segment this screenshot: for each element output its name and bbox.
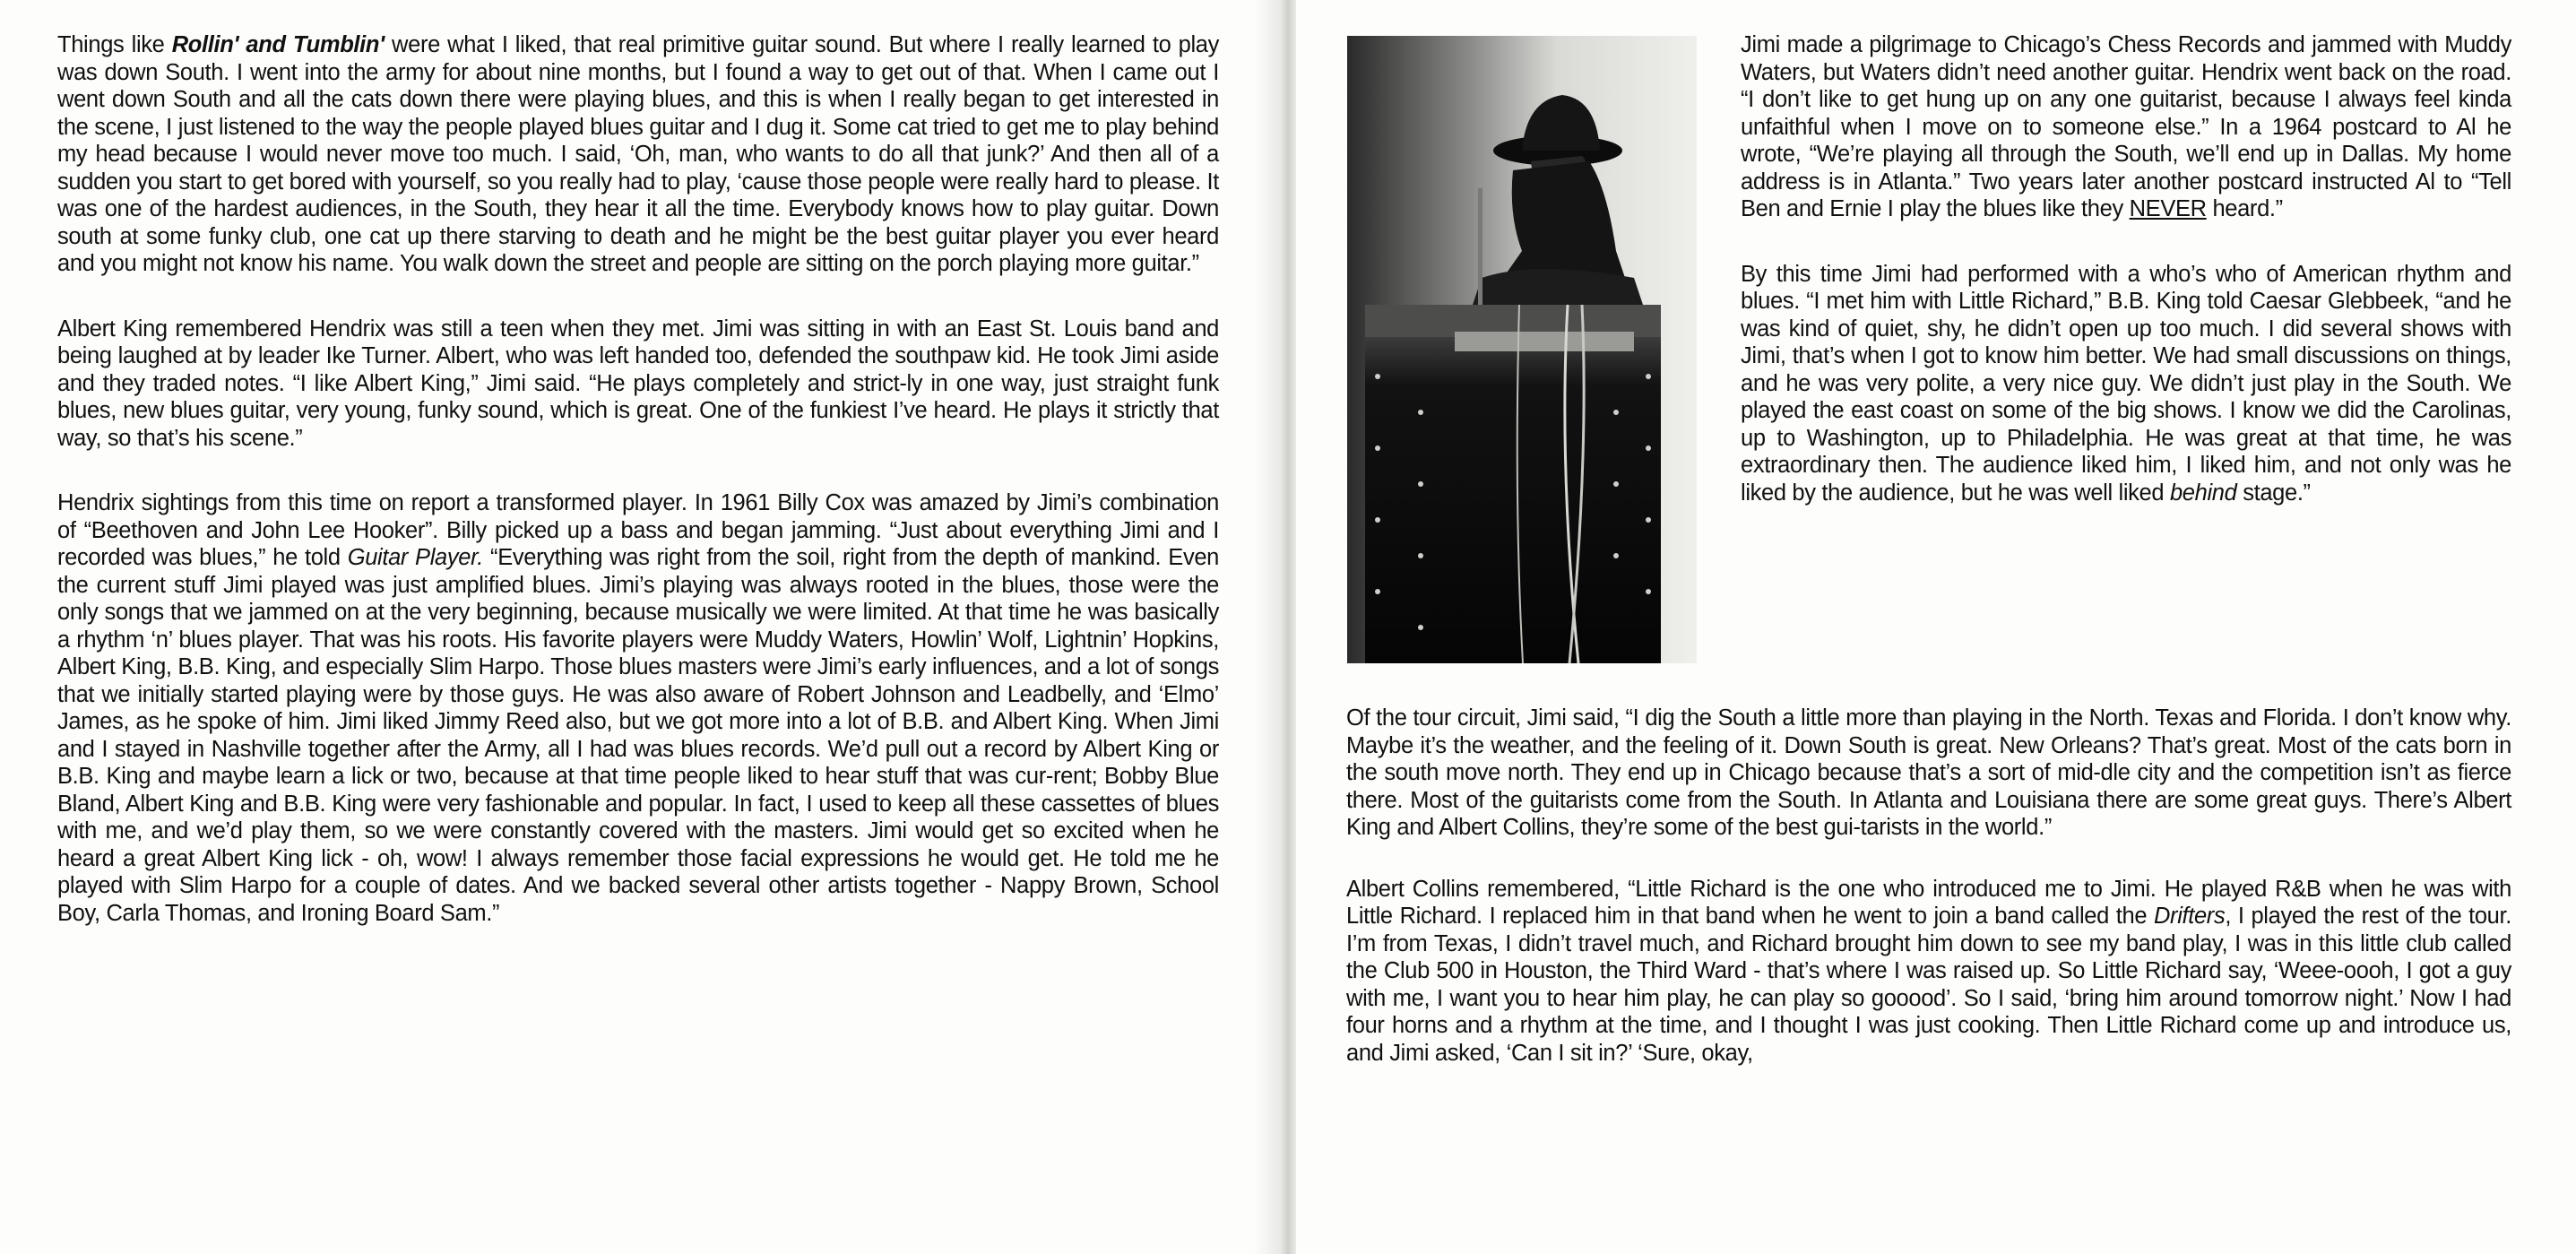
photo-musician-with-amplifier [1347,36,1697,663]
right-page [1296,0,2576,1254]
band-name: Drifters [2153,904,2226,929]
left-page [0,0,1280,1254]
paragraph: Of the tour circuit, Jimi said, “I dig the South a little more than playing in the North. Texas and Florida. I don’t know why. Maybe it’s the weather, and the feeling of it. Down South is great. New Orleans? That’s great. Most of the cats born in the south move north. They end up in Chicago because that’s a sort of mid-dle city and the competition isn’t as fierce there. Most of the guitarists come from the South. In Atlanta and Louisiana there are some great guys. There’s Albert King and Albert Collins, they’re some of the best gui-tarists in the world.” [1346,705,2511,840]
paragraph: Albert Collins remembered, “Little Richard is the one who introduced me to Jimi. He played R&B when he was with Little Richard. I replaced him in that band when he went to join a band called the Drifters, I played the rest of the tour. I’m from Texas, I didn’t travel much, and Richard brought him down to see my band play, I was in this little club called the Club 500 in Houston, the Third Ward - that’s where I was raised up. So Little Richard say, ‘Weee-oooh, I got a guy with me, I want you to hear him play, he can play so gooood’. So I said, ‘bring him around tomorrow night.’ Now I had four horns and a rhythm at the time, and I thought I was just cooking. Then Little Richard come up and introduce us, and Jimi asked, ‘Can I sit in?’ ‘Sure, okay, [1346,876,2511,1066]
italic-word: behind [2169,480,2237,506]
paragraph: Jimi made a pilgrimage to Chicago’s Chess Records and jammed with Muddy Waters, but Waters didn’t need another guitar. Hendrix went back on the road. “I don’t like to get hung up on any one guitarist, because I always feel kinda unfaithful when I move on to someone else.” In a 1964 postcard to Al he wrote, “We’re playing all through the South, we’ll end up in Dallas. My home address is in Atlanta.” Two years later another postcard instructed Al to “Tell Ben and Ernie I play the blues like they NEVER heard.” [1741,32,2511,221]
paragraph: By this time Jimi had performed with a who’s who of American rhythm and blues. “I met him with Little Richard,” B.B. King told Caesar Glebbeek, “and he was kind of quiet, shy, he didn’t open up too much. I did several shows with Jimi, that’s when I got to know him better. We had small discussions on things, and he was very polite, a very nice guy. We didn’t just play in the South. We played the east coast on some of the big shows. I know we did the Carolinas, up to Washington, up to Philadelphia. He was great at that time, he was extraordinary then. The audience liked him, I liked him, and not only was he liked by the audience, but he was well liked behind stage.” [1741,261,2511,506]
underlined-word: NEVER [2129,196,2207,221]
right-text-column-lower [1346,705,2511,1101]
right-text-column-upper [1741,31,2511,506]
publication-title: Guitar Player. [347,545,484,570]
song-title: Rollin' and Tumblin' [171,32,385,57]
photo-image [1347,36,1697,663]
paragraph: Albert King remembered Hendrix was still a teen when they met. Jimi was sitting in with an East St. Louis band and being laughed at by leader Ike Turner. Albert, who was left handed too, defended the southpaw kid. He took Jimi aside and they traded notes. “I like Albert King,” Jimi said. “He plays completely and strict-ly in one way, just straight funk blues, new blues guitar, very young, funky sound, which is great. One of the funkiest I’ve heard. He plays it strictly that way, so that’s his scene.” [57,316,1219,451]
left-text-column [57,31,1219,927]
paragraph: Things like Rollin' and Tumblin' were what I liked, that real primitive guitar sound. But where I really learned to play was down South. I went into the army for about nine months, but I found a way to get out of that. When I came out I went down South and all the cats down there were playing blues, and this is when I really began to get interested in the scene, I just listened to the way the people played blues guitar and I dug it. Some cat tried to get me to play behind my head because I would never move too much. I said, ‘Oh, man, who wants to do all that junk?’ And then all of a sudden you start to get bored with yourself, so you really had to play, ‘cause those people were really hard to please. It was one of the hardest audiences, in the South, they hear it all the time. Everybody knows how to play guitar. Down south at some funky club, one cat up there starving to death and he might be the best guitar player you ever heard and you might not know his name. You walk down the street and people are sitting on the porch playing more guitar.” [57,32,1219,276]
paragraph: Hendrix sightings from this time on report a transformed player. In 1961 Billy Cox was amazed by Jimi’s combination of “Beethoven and John Lee Hooker”. Billy picked up a bass and began jamming. “Just about everything Jimi and I recorded was blues,” he told Guitar Player. “Everything was right from the soil, right from the depth of mankind. Even the current stuff Jimi played was just amplified blues. Jimi’s playing was always rooted in the blues, those were the only songs that we jammed on at the very beginning, because musically we were limited. At that time he was basically a rhythm ‘n’ blues player. That was his roots. His favorite players were Muddy Waters, Howlin’ Wolf, Lightnin’ Hopkins, Albert King, B.B. King, and especially Slim Harpo. Those blues masters were Jimi’s early influences, and a lot of songs that we initially started playing were by those guys. He was also aware of Robert Johnson and Leadbelly, and ‘Elmo’ James, as he spoke of him. Jimi liked Jimmy Reed also, but we got more into a lot of B.B. and Albert King. When Jimi and I stayed in Nashville together after the Army, all I had was blues records. We’d pull out a record by Albert King or B.B. King and maybe learn a lick or two, because at that time people liked to hear stuff that was cur-rent; Bobby Blue Bland, Albert King and B.B. King were very fashionable and popular. In fact, I used to keep all these cassettes of blues with me, and we’d play them, so we were constantly covered with the masters. Jimi would get so excited when he heard a great Albert King lick - oh, wow! I always remember those facial expressions he would get. He told me he played with Slim Harpo for a couple of dates. And we backed several other artists together - Nappy Brown, School Boy, Carla Thomas, and Ironing Board Sam.” [57,490,1220,926]
